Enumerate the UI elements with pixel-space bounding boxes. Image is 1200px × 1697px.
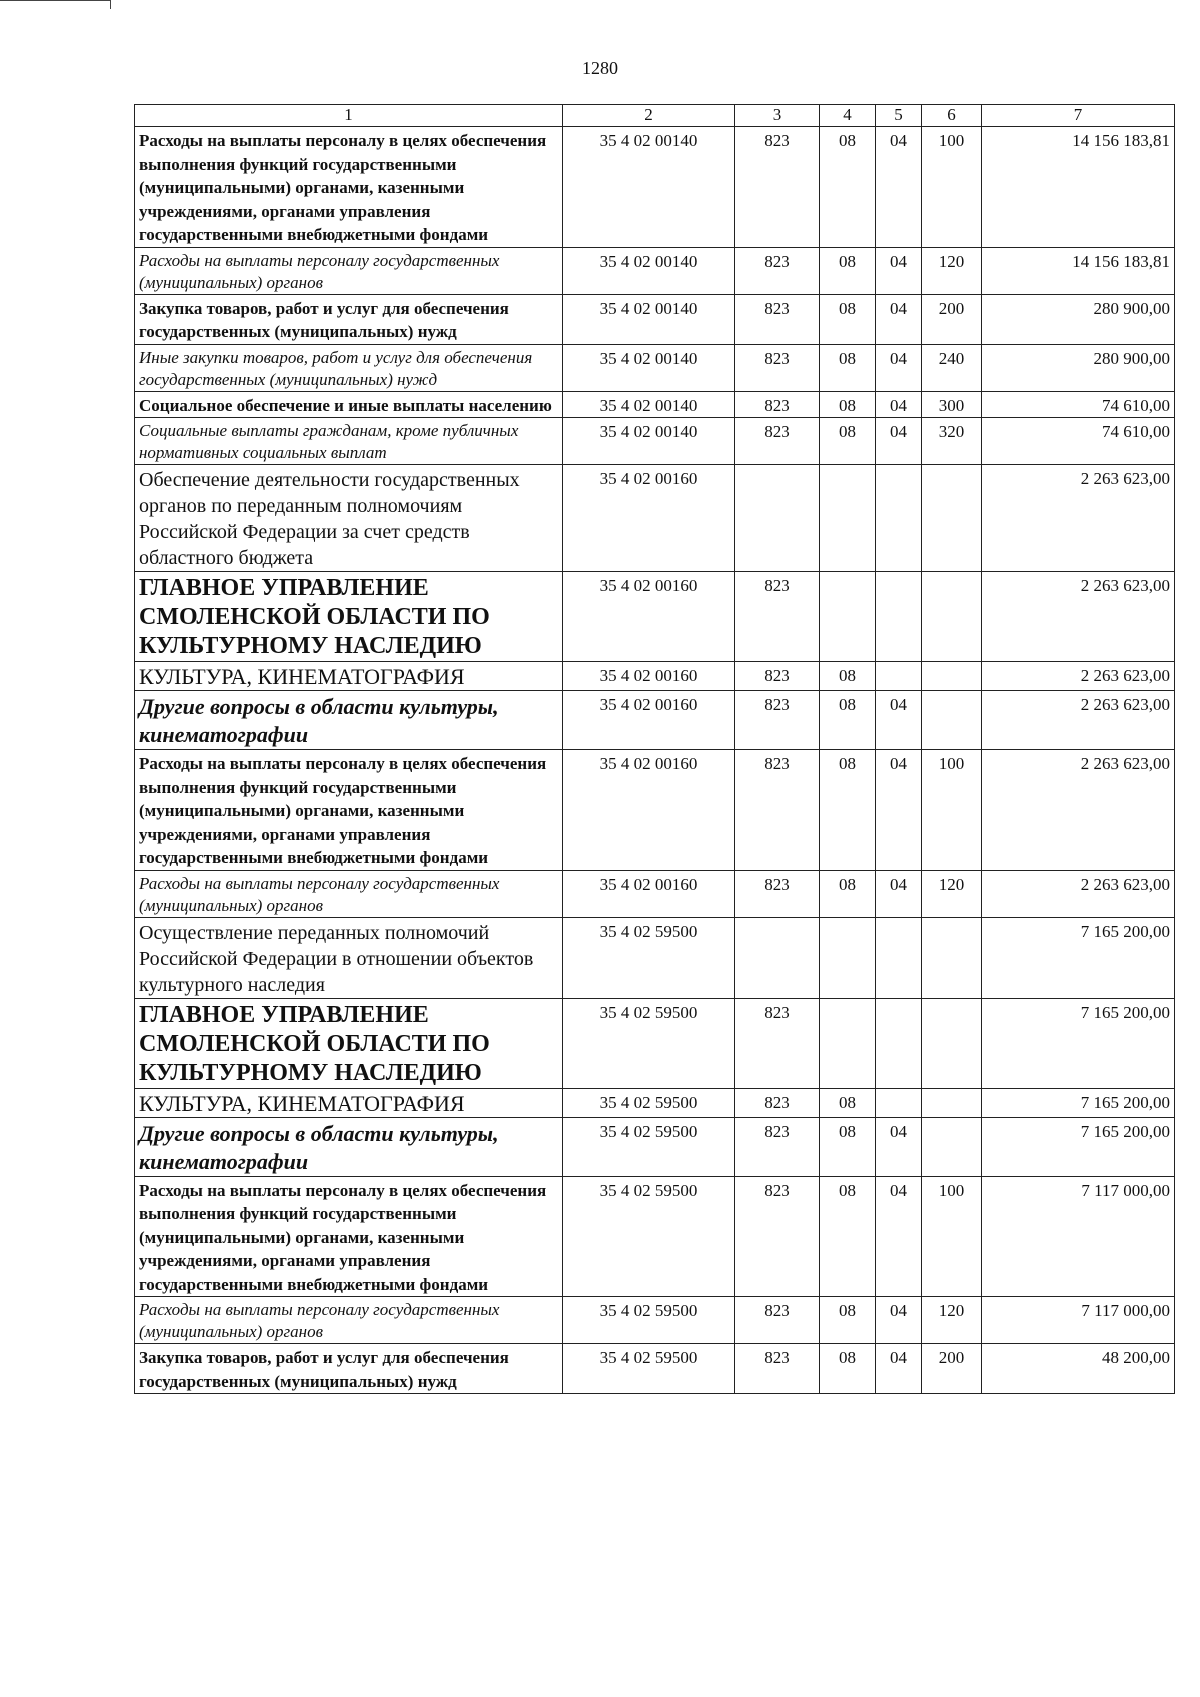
expense-type <box>922 998 982 1088</box>
amount: 280 900,00 <box>982 294 1175 344</box>
amount: 2 263 623,00 <box>982 572 1175 662</box>
target-code: 35 4 02 00160 <box>563 572 735 662</box>
expense-type: 320 <box>922 418 982 465</box>
target-code: 35 4 02 59500 <box>563 1088 735 1117</box>
section-code: 08 <box>820 870 876 917</box>
amount: 7 165 200,00 <box>982 998 1175 1088</box>
row-name: ГЛАВНОЕ УПРАВЛЕНИЕ СМОЛЕНСКОЙ ОБЛАСТИ ПО КУЛЬТУРНОМУ НАСЛЕДИЮ <box>135 572 563 662</box>
amount: 2 263 623,00 <box>982 662 1175 691</box>
row-name: Расходы на выплаты персоналу государственных (муниципальных) органов <box>135 1297 563 1344</box>
table-row <box>135 917 1175 998</box>
admin-code: 823 <box>735 750 820 871</box>
amount: 7 165 200,00 <box>982 917 1175 998</box>
target-code: 35 4 02 00160 <box>563 691 735 750</box>
row-name: Осуществление переданных полномочий Российской Федерации в отношении объектов культурного наследия <box>135 917 563 998</box>
section-code <box>820 998 876 1088</box>
admin-code: 823 <box>735 391 820 418</box>
expense-type: 120 <box>922 247 982 294</box>
amount: 14 156 183,81 <box>982 247 1175 294</box>
table-header <box>135 105 1175 127</box>
section-code: 08 <box>820 344 876 391</box>
section-code: 08 <box>820 127 876 248</box>
section-code: 08 <box>820 662 876 691</box>
admin-code: 823 <box>735 127 820 248</box>
amount: 7 165 200,00 <box>982 1088 1175 1117</box>
section-code: 08 <box>820 418 876 465</box>
header-col-3: 3 <box>735 105 820 127</box>
section-code: 08 <box>820 247 876 294</box>
amount: 280 900,00 <box>982 344 1175 391</box>
table-row <box>135 1176 1175 1297</box>
amount: 14 156 183,81 <box>982 127 1175 248</box>
admin-code <box>735 465 820 572</box>
admin-code: 823 <box>735 572 820 662</box>
table-row <box>135 1297 1175 1344</box>
amount: 74 610,00 <box>982 391 1175 418</box>
subsection-code <box>876 662 922 691</box>
amount: 7 117 000,00 <box>982 1297 1175 1344</box>
row-name: КУЛЬТУРА, КИНЕМАТОГРАФИЯ <box>135 662 563 691</box>
section-code: 08 <box>820 1176 876 1297</box>
table-row <box>135 127 1175 248</box>
section-code: 08 <box>820 294 876 344</box>
target-code: 35 4 02 00160 <box>563 870 735 917</box>
expense-type: 300 <box>922 391 982 418</box>
expense-type <box>922 1088 982 1117</box>
target-code: 35 4 02 00160 <box>563 750 735 871</box>
admin-code: 823 <box>735 344 820 391</box>
admin-code: 823 <box>735 1176 820 1297</box>
target-code: 35 4 02 59500 <box>563 1176 735 1297</box>
admin-code: 823 <box>735 870 820 917</box>
target-code: 35 4 02 00140 <box>563 344 735 391</box>
section-code: 08 <box>820 1344 876 1394</box>
row-name: Закупка товаров, работ и услуг для обеспечения государственных (муниципальных) нужд <box>135 1344 563 1394</box>
amount: 2 263 623,00 <box>982 691 1175 750</box>
subsection-code <box>876 917 922 998</box>
subsection-code: 04 <box>876 127 922 248</box>
header-col-2: 2 <box>563 105 735 127</box>
target-code: 35 4 02 59500 <box>563 917 735 998</box>
subsection-code: 04 <box>876 391 922 418</box>
target-code: 35 4 02 59500 <box>563 998 735 1088</box>
subsection-code: 04 <box>876 750 922 871</box>
section-code <box>820 572 876 662</box>
admin-code: 823 <box>735 1117 820 1176</box>
subsection-code <box>876 998 922 1088</box>
amount: 48 200,00 <box>982 1344 1175 1394</box>
subsection-code: 04 <box>876 247 922 294</box>
subsection-code: 04 <box>876 1297 922 1344</box>
amount: 74 610,00 <box>982 418 1175 465</box>
admin-code: 823 <box>735 247 820 294</box>
expense-type: 100 <box>922 1176 982 1297</box>
table-row <box>135 1117 1175 1176</box>
subsection-code: 04 <box>876 418 922 465</box>
subsection-code <box>876 572 922 662</box>
subsection-code: 04 <box>876 1344 922 1394</box>
table-row <box>135 662 1175 691</box>
table-row <box>135 391 1175 418</box>
header-col-5: 5 <box>876 105 922 127</box>
expense-type <box>922 465 982 572</box>
row-name: Обеспечение деятельности государственных органов по переданным полномочиям Российской Федерации за счет средств областного бюджета <box>135 465 563 572</box>
target-code: 35 4 02 00160 <box>563 662 735 691</box>
row-name: ГЛАВНОЕ УПРАВЛЕНИЕ СМОЛЕНСКОЙ ОБЛАСТИ ПО КУЛЬТУРНОМУ НАСЛЕДИЮ <box>135 998 563 1088</box>
subsection-code <box>876 465 922 572</box>
amount: 2 263 623,00 <box>982 870 1175 917</box>
amount: 2 263 623,00 <box>982 465 1175 572</box>
section-code <box>820 917 876 998</box>
table-row <box>135 344 1175 391</box>
row-name: Расходы на выплаты персоналу государственных (муниципальных) органов <box>135 247 563 294</box>
subsection-code: 04 <box>876 294 922 344</box>
table-row <box>135 691 1175 750</box>
table-body <box>135 127 1175 1394</box>
expense-type: 200 <box>922 294 982 344</box>
admin-code: 823 <box>735 294 820 344</box>
admin-code: 823 <box>735 998 820 1088</box>
row-name: Другие вопросы в области культуры, кинематографии <box>135 1117 563 1176</box>
subsection-code: 04 <box>876 870 922 917</box>
expense-type: 240 <box>922 344 982 391</box>
subsection-code: 04 <box>876 1117 922 1176</box>
table-row <box>135 1088 1175 1117</box>
expense-type <box>922 1117 982 1176</box>
target-code: 35 4 02 00140 <box>563 247 735 294</box>
admin-code: 823 <box>735 1297 820 1344</box>
section-code: 08 <box>820 750 876 871</box>
header-col-4: 4 <box>820 105 876 127</box>
section-code: 08 <box>820 691 876 750</box>
admin-code <box>735 917 820 998</box>
table-row <box>135 998 1175 1088</box>
row-name: Расходы на выплаты персоналу государственных (муниципальных) органов <box>135 870 563 917</box>
subsection-code: 04 <box>876 344 922 391</box>
admin-code: 823 <box>735 1088 820 1117</box>
amount: 7 165 200,00 <box>982 1117 1175 1176</box>
amount: 7 117 000,00 <box>982 1176 1175 1297</box>
table-row <box>135 294 1175 344</box>
table-row <box>135 418 1175 465</box>
target-code: 35 4 02 00140 <box>563 127 735 248</box>
row-name: Иные закупки товаров, работ и услуг для обеспечения государственных (муниципальных) нужд <box>135 344 563 391</box>
row-name: Расходы на выплаты персоналу в целях обеспечения выполнения функций государственными (муниципальными) органами, казенными учреждениями, органами управления государственными внебюджетными фондами <box>135 750 563 871</box>
expense-type: 100 <box>922 750 982 871</box>
expense-type <box>922 691 982 750</box>
admin-code: 823 <box>735 418 820 465</box>
table-row <box>135 870 1175 917</box>
header-col-6: 6 <box>922 105 982 127</box>
expense-type: 200 <box>922 1344 982 1394</box>
header-col-7: 7 <box>982 105 1175 127</box>
expense-type: 120 <box>922 1297 982 1344</box>
row-name: Закупка товаров, работ и услуг для обеспечения государственных (муниципальных) нужд <box>135 294 563 344</box>
section-code: 08 <box>820 1297 876 1344</box>
target-code: 35 4 02 00160 <box>563 465 735 572</box>
header-col-1: 1 <box>135 105 563 127</box>
target-code: 35 4 02 00140 <box>563 418 735 465</box>
subsection-code: 04 <box>876 1176 922 1297</box>
page-number: 1280 <box>582 58 618 78</box>
row-name: Расходы на выплаты персоналу в целях обеспечения выполнения функций государственными (муниципальными) органами, казенными учреждениями, органами управления государственными внебюджетными фондами <box>135 1176 563 1297</box>
section-code: 08 <box>820 1088 876 1117</box>
expense-type: 120 <box>922 870 982 917</box>
budget-table <box>134 104 1175 1394</box>
amount: 2 263 623,00 <box>982 750 1175 871</box>
expense-type <box>922 662 982 691</box>
table-row <box>135 465 1175 572</box>
target-code: 35 4 02 59500 <box>563 1117 735 1176</box>
subsection-code <box>876 1088 922 1117</box>
expense-type <box>922 572 982 662</box>
table-row <box>135 247 1175 294</box>
row-name: КУЛЬТУРА, КИНЕМАТОГРАФИЯ <box>135 1088 563 1117</box>
section-code: 08 <box>820 1117 876 1176</box>
row-name: Расходы на выплаты персоналу в целях обеспечения выполнения функций государственными (муниципальными) органами, казенными учреждениями, органами управления государственными внебюджетными фондами <box>135 127 563 248</box>
expense-type <box>922 917 982 998</box>
section-code <box>820 465 876 572</box>
row-name: Социальное обеспечение и иные выплаты населению <box>135 391 563 418</box>
admin-code: 823 <box>735 1344 820 1394</box>
row-name: Другие вопросы в области культуры, кинематографии <box>135 691 563 750</box>
subsection-code: 04 <box>876 691 922 750</box>
scan-corner-mark <box>0 0 111 9</box>
target-code: 35 4 02 59500 <box>563 1297 735 1344</box>
header-row <box>135 105 1175 127</box>
table-row <box>135 750 1175 871</box>
admin-code: 823 <box>735 691 820 750</box>
target-code: 35 4 02 00140 <box>563 391 735 418</box>
target-code: 35 4 02 00140 <box>563 294 735 344</box>
table-row <box>135 1344 1175 1394</box>
section-code: 08 <box>820 391 876 418</box>
target-code: 35 4 02 59500 <box>563 1344 735 1394</box>
admin-code: 823 <box>735 662 820 691</box>
table-row <box>135 572 1175 662</box>
expense-type: 100 <box>922 127 982 248</box>
row-name: Социальные выплаты гражданам, кроме публичных нормативных социальных выплат <box>135 418 563 465</box>
